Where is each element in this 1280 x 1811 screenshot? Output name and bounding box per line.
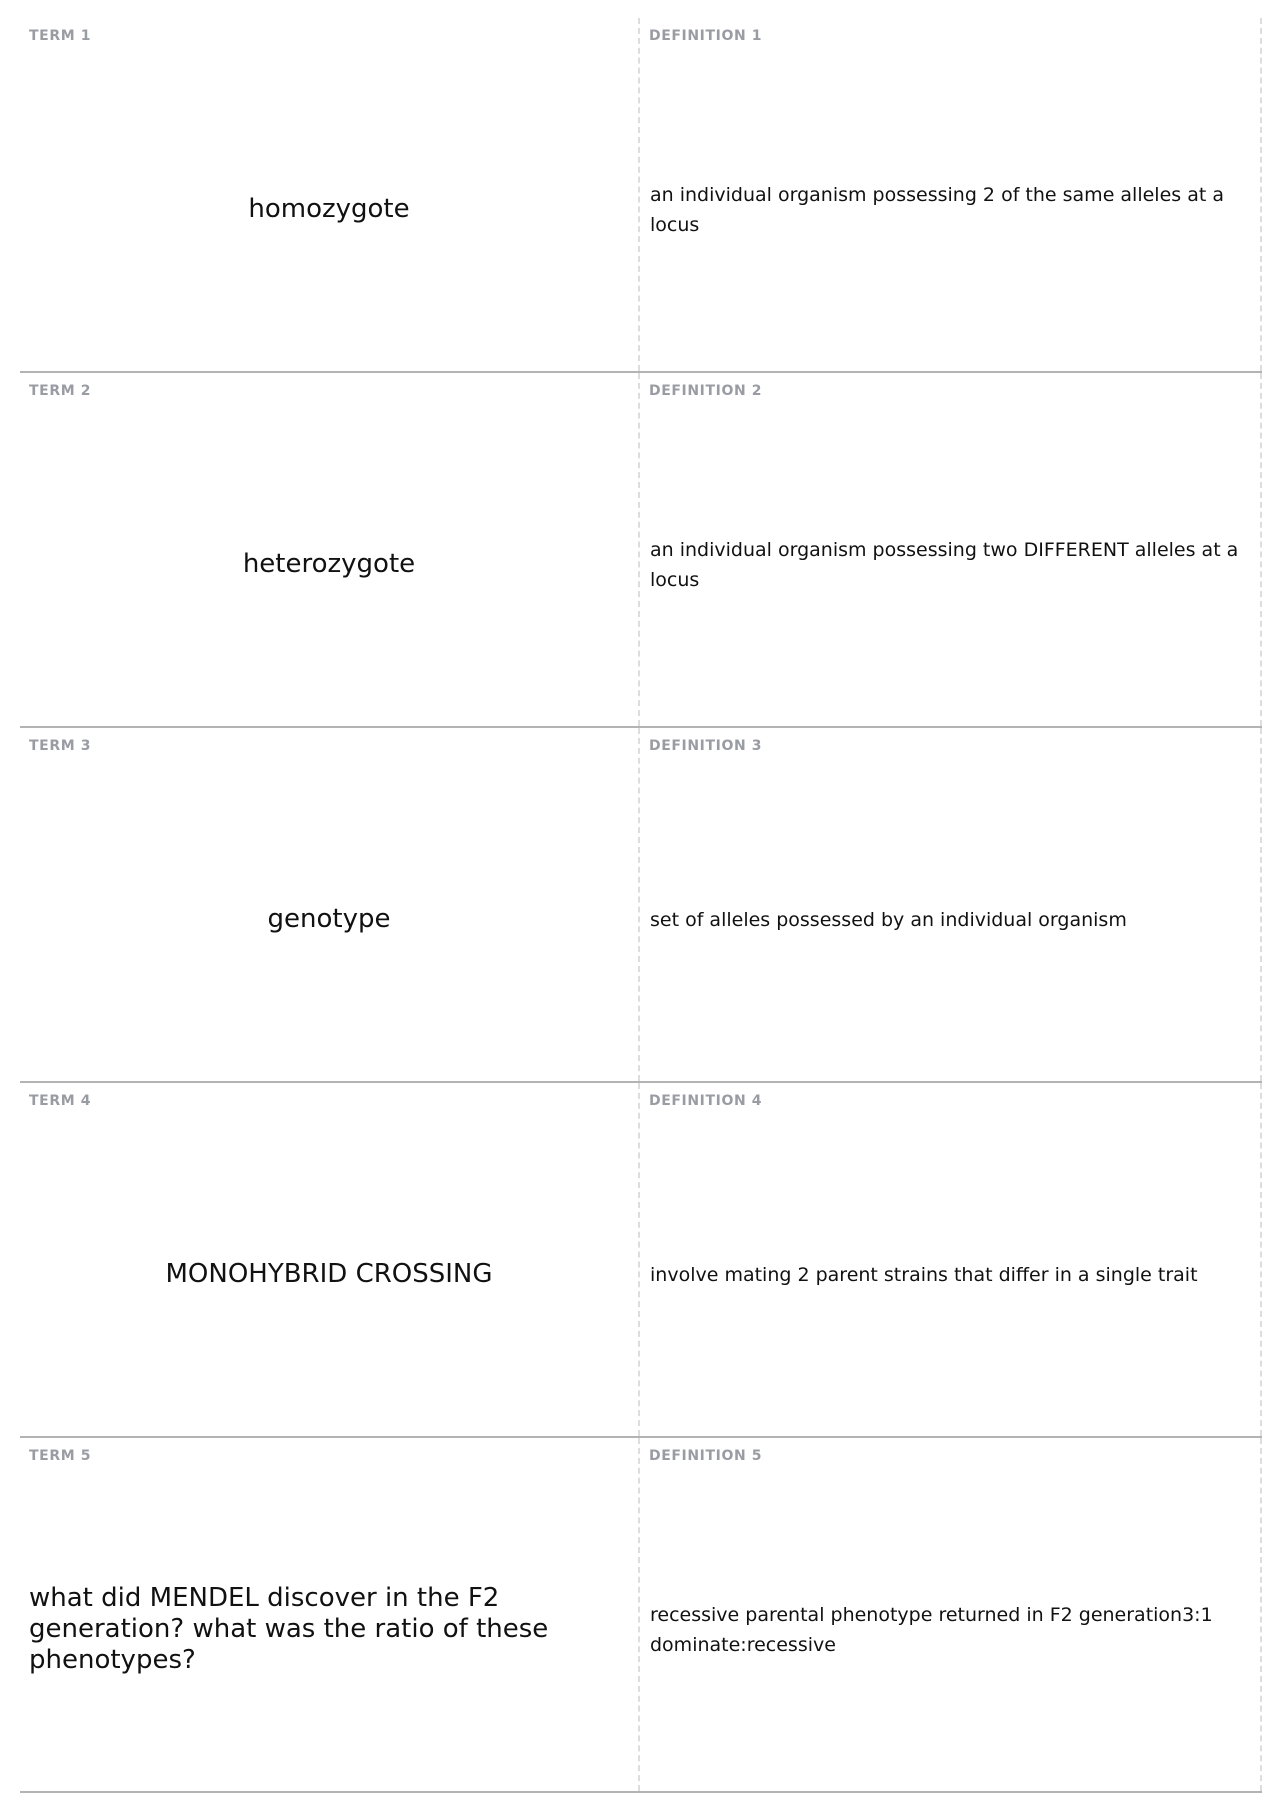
- term-cell-5: [20, 1438, 640, 1791]
- term-text: what did MENDEL discover in the F2 generation? what was the ratio of these phenotypes?: [29, 1583, 549, 1675]
- card-row-5: [20, 1438, 1262, 1793]
- term-label: TERM 3: [29, 738, 92, 754]
- term-label: TERM 2: [29, 383, 92, 399]
- definition-label: DEFINITION 2: [649, 383, 763, 399]
- card-row-4: [20, 1083, 1262, 1438]
- definition-label: DEFINITION 4: [649, 1093, 763, 1109]
- term-cell-4: [20, 1083, 640, 1436]
- term-text: homozygote: [248, 194, 410, 224]
- definition-label: DEFINITION 1: [649, 28, 763, 44]
- term-cell-2: [20, 373, 640, 726]
- card-row-3: [20, 728, 1262, 1083]
- definition-text: involve mating 2 parent strains that differ in a single trait: [650, 1263, 1198, 1286]
- definition-text: an individual organism possessing two DIFFERENT alleles at a locus: [650, 538, 1239, 591]
- definition-cell-4: [640, 1083, 1262, 1436]
- definition-cell-1: [640, 18, 1262, 371]
- term-label: TERM 1: [29, 28, 92, 44]
- definition-cell-5: [640, 1438, 1262, 1791]
- term-text: MONOHYBRID CROSSING: [165, 1259, 493, 1289]
- term-cell-1: [20, 18, 640, 371]
- term-label: TERM 5: [29, 1448, 92, 1464]
- card-row-1: [20, 18, 1262, 373]
- flashcard-sheet: [20, 18, 1262, 1793]
- term-text: genotype: [267, 904, 391, 934]
- definition-label: DEFINITION 3: [649, 738, 763, 754]
- definition-text: set of alleles possessed by an individual organism: [650, 908, 1127, 931]
- definition-text: an individual organism possessing 2 of the same alleles at a locus: [650, 183, 1224, 236]
- card-row-2: [20, 373, 1262, 728]
- definition-text: recessive parental phenotype returned in F2 generation3:1 dominate:recessive: [650, 1603, 1213, 1656]
- definition-label: DEFINITION 5: [649, 1448, 763, 1464]
- definition-cell-3: [640, 728, 1262, 1081]
- definition-cell-2: [640, 373, 1262, 726]
- term-label: TERM 4: [29, 1093, 92, 1109]
- term-text: heterozygote: [242, 549, 416, 579]
- term-cell-3: [20, 728, 640, 1081]
